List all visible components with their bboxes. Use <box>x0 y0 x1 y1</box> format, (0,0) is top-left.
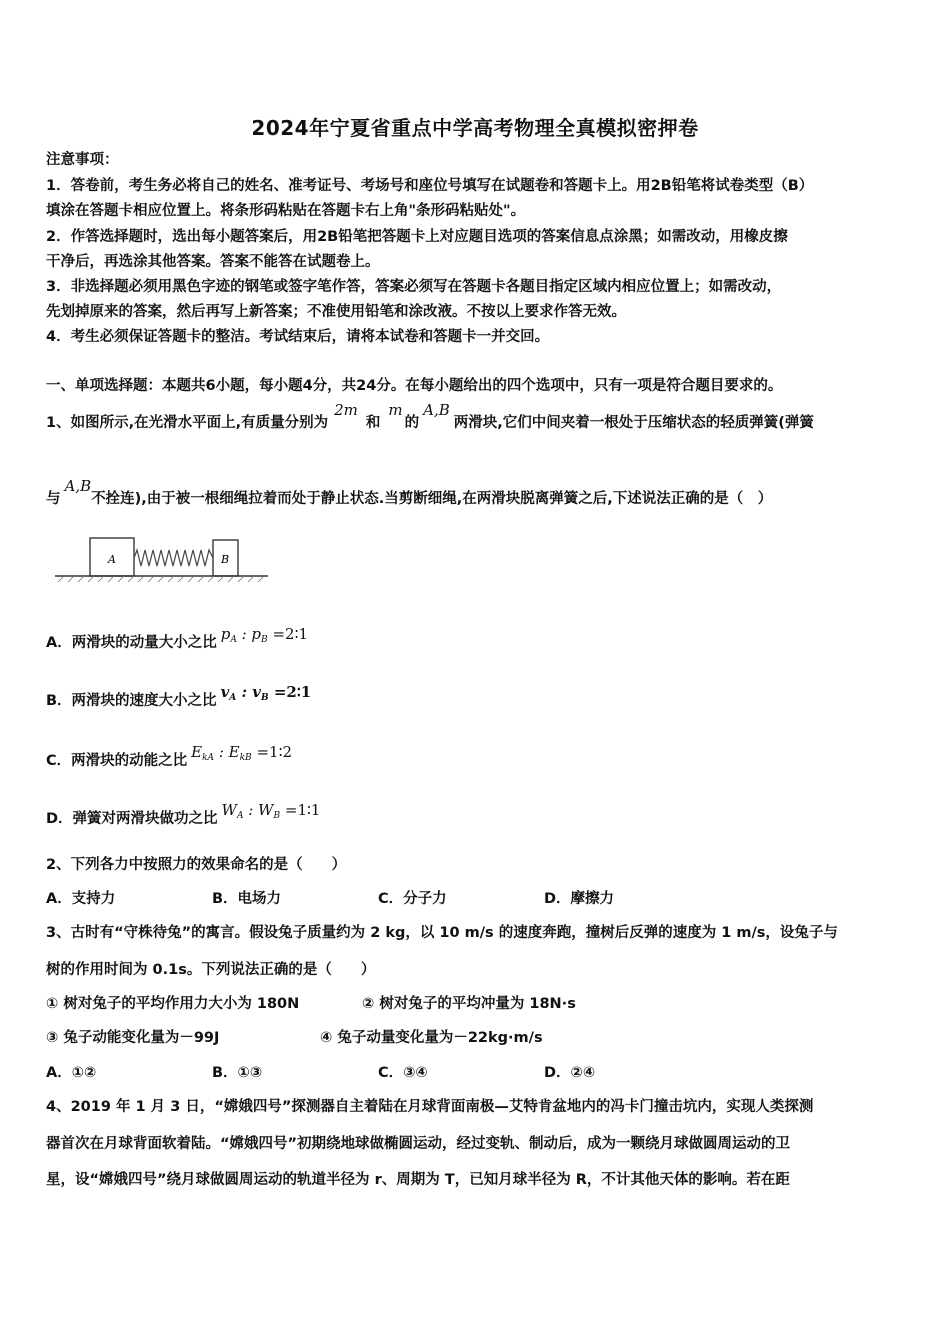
notice-heading: 注意事项： <box>46 152 119 168</box>
spring-coil <box>134 550 213 566</box>
q3-options <box>46 1063 595 1083</box>
q3-statements-row1 <box>46 994 576 1014</box>
q1-mass-m: m <box>388 401 403 419</box>
notice-item-4: 4．考生必须保证答题卡的整洁。考试结束后，请将本试卷和答题卡一并交回。 <box>46 329 550 345</box>
q4-stem-line2: 器首次在月球背面软着陆。“嫦娥四号”初期绕地球做椭圆运动，经过变轨、制动后，成为一颗绕月球做圆周运动的卫 <box>46 1136 791 1152</box>
q1-ab-2: A,B <box>64 477 92 495</box>
q3-option-b[interactable]: B．①③ <box>212 1065 263 1081</box>
q4-stem-line1: 4、2019 年 1 月 3 日，“嫦娥四号”探测器自主着陆在月球背面南极—艾特肯盆地内的冯卡门撞击坑内，实现人类探测 <box>46 1099 814 1115</box>
q1-option-c-text: C．两滑块的动能之比 <box>46 753 188 769</box>
q1-option-a[interactable] <box>46 625 309 658</box>
notice-item-3a: 3．非选择题必须用黑色字迹的钢笔或签字笔作答，答案必须写在答题卡各题目指定区域内相应位置上；如需改动， <box>46 279 782 295</box>
q2-option-a[interactable]: A．支持力 <box>46 891 116 907</box>
q4-stem-line3: 星，设“嫦娥四号”绕月球做圆周运动的轨道半径为 r、周期为 T，已知月球半径为 R，不计其他天体的影响。若在距 <box>46 1172 790 1188</box>
q3-option-c[interactable]: C．③④ <box>378 1065 428 1081</box>
q1-stem-line2 <box>46 477 773 509</box>
q1-text-3a: 与 <box>46 491 61 507</box>
q3-option-a[interactable]: A．①② <box>46 1065 97 1081</box>
q1-of: 的 <box>404 415 420 431</box>
q1-and: 和 <box>365 415 381 431</box>
q1-option-c-math: $E_{kA}$ : $E_{kB}$ =1∶2 <box>191 743 293 763</box>
q2-options <box>46 889 614 909</box>
q2-stem: 2、下列各力中按照力的效果命名的是（ ） <box>46 857 347 873</box>
q1-option-b-text: B．两滑块的速度大小之比 <box>46 693 217 709</box>
q3-statement-4: ④ 兔子动量变化量为－22kg·m/s <box>320 1030 543 1046</box>
q3-stem-line1: 3、古时有“守株待兔”的寓言。假设兔子质量约为 2 kg，以 10 m/s 的速度奔跑，撞树后反弹的速度为 1 m/s，设兔子与 <box>46 925 838 941</box>
block-a-label: A <box>108 553 116 566</box>
notice-item-2b: 干净后，再选涂其他答案。答案不能答在试题卷上。 <box>46 254 380 270</box>
q1-text-3b: 不拴连),由于被一根细绳拉着而处于静止状态.当剪断细绳,在两滑块脱离弹簧之后,下述说法正确的是（ ） <box>91 491 773 507</box>
section-heading: 一、单项选择题：本题共6小题，每小题4分，共24分。在每小题给出的四个选项中，只有一项是符合题目要求的。 <box>46 378 783 394</box>
spring-blocks-figure <box>50 530 270 588</box>
q1-option-d-ratio: 1∶1 <box>297 801 321 819</box>
q3-statement-2: ② 树对兔子的平均冲量为 18N·s <box>362 996 576 1012</box>
q1-option-d-text: D．弹簧对两滑块做功之比 <box>46 811 218 827</box>
q1-option-d[interactable] <box>46 801 321 834</box>
q1-option-a-text: A．两滑块的动量大小之比 <box>46 635 217 651</box>
q1-stem-line1 <box>46 401 814 433</box>
q1-ab: A,B <box>423 401 450 419</box>
q1-option-c-ratio: 1∶2 <box>269 743 293 761</box>
q1-mass-2m: 2m <box>334 401 358 419</box>
q1-text-1: 1、如图所示,在光滑水平面上,有质量分别为 <box>46 415 329 431</box>
q1-option-b[interactable] <box>46 683 312 716</box>
q2-option-c[interactable]: C．分子力 <box>378 891 447 907</box>
q1-option-a-math: $p_A$ : $p_B$ =2∶1 <box>220 625 309 645</box>
q2-option-d[interactable]: D．摩擦力 <box>544 891 615 907</box>
page-title: 2024年宁夏省重点中学高考物理全真模拟密押卷 <box>251 116 699 140</box>
q3-option-d[interactable]: D．②④ <box>544 1065 596 1081</box>
q3-statement-1: ① 树对兔子的平均作用力大小为 180N <box>46 996 300 1012</box>
q1-option-b-math: $v_A$ : $v_B$ =2∶1 <box>220 683 312 703</box>
q2-option-b[interactable]: B．电场力 <box>212 891 282 907</box>
q1-option-c[interactable] <box>46 743 293 776</box>
q3-statement-3: ③ 兔子动能变化量为－99J <box>46 1030 220 1046</box>
q1-option-a-ratio: 2∶1 <box>285 625 309 643</box>
q3-stem-line2: 树的作用时间为 0.1s。下列说法正确的是（ ） <box>46 962 376 978</box>
notice-item-1b: 填涂在答题卡相应位置上。将条形码粘贴在答题卡右上角"条形码粘贴处"。 <box>46 203 526 219</box>
block-b-label: B <box>221 553 230 566</box>
q1-text-2: 两滑块,它们中间夹着一根处于压缩状态的轻质弹簧(弹簧 <box>453 415 814 431</box>
q1-option-b-ratio: 2∶1 <box>286 683 312 701</box>
q3-statements-row2 <box>46 1028 543 1048</box>
ground-hatch <box>58 576 264 582</box>
notice-item-2a: 2．作答选择题时，选出每小题答案后，用2B铅笔把答题卡上对应题目选项的答案信息点涂黑；如需改动，用橡皮擦 <box>46 229 788 245</box>
notice-item-1a: 1．答卷前，考生务必将自己的姓名、准考证号、考场号和座位号填写在试题卷和答题卡上。用2B铅笔将试卷类型（B） <box>46 178 814 194</box>
q1-option-d-math: $W_A$ : $W_B$ =1∶1 <box>221 801 321 821</box>
notice-item-3b: 先划掉原来的答案，然后再写上新答案；不准使用铅笔和涂改液。不按以上要求作答无效。 <box>46 304 626 320</box>
